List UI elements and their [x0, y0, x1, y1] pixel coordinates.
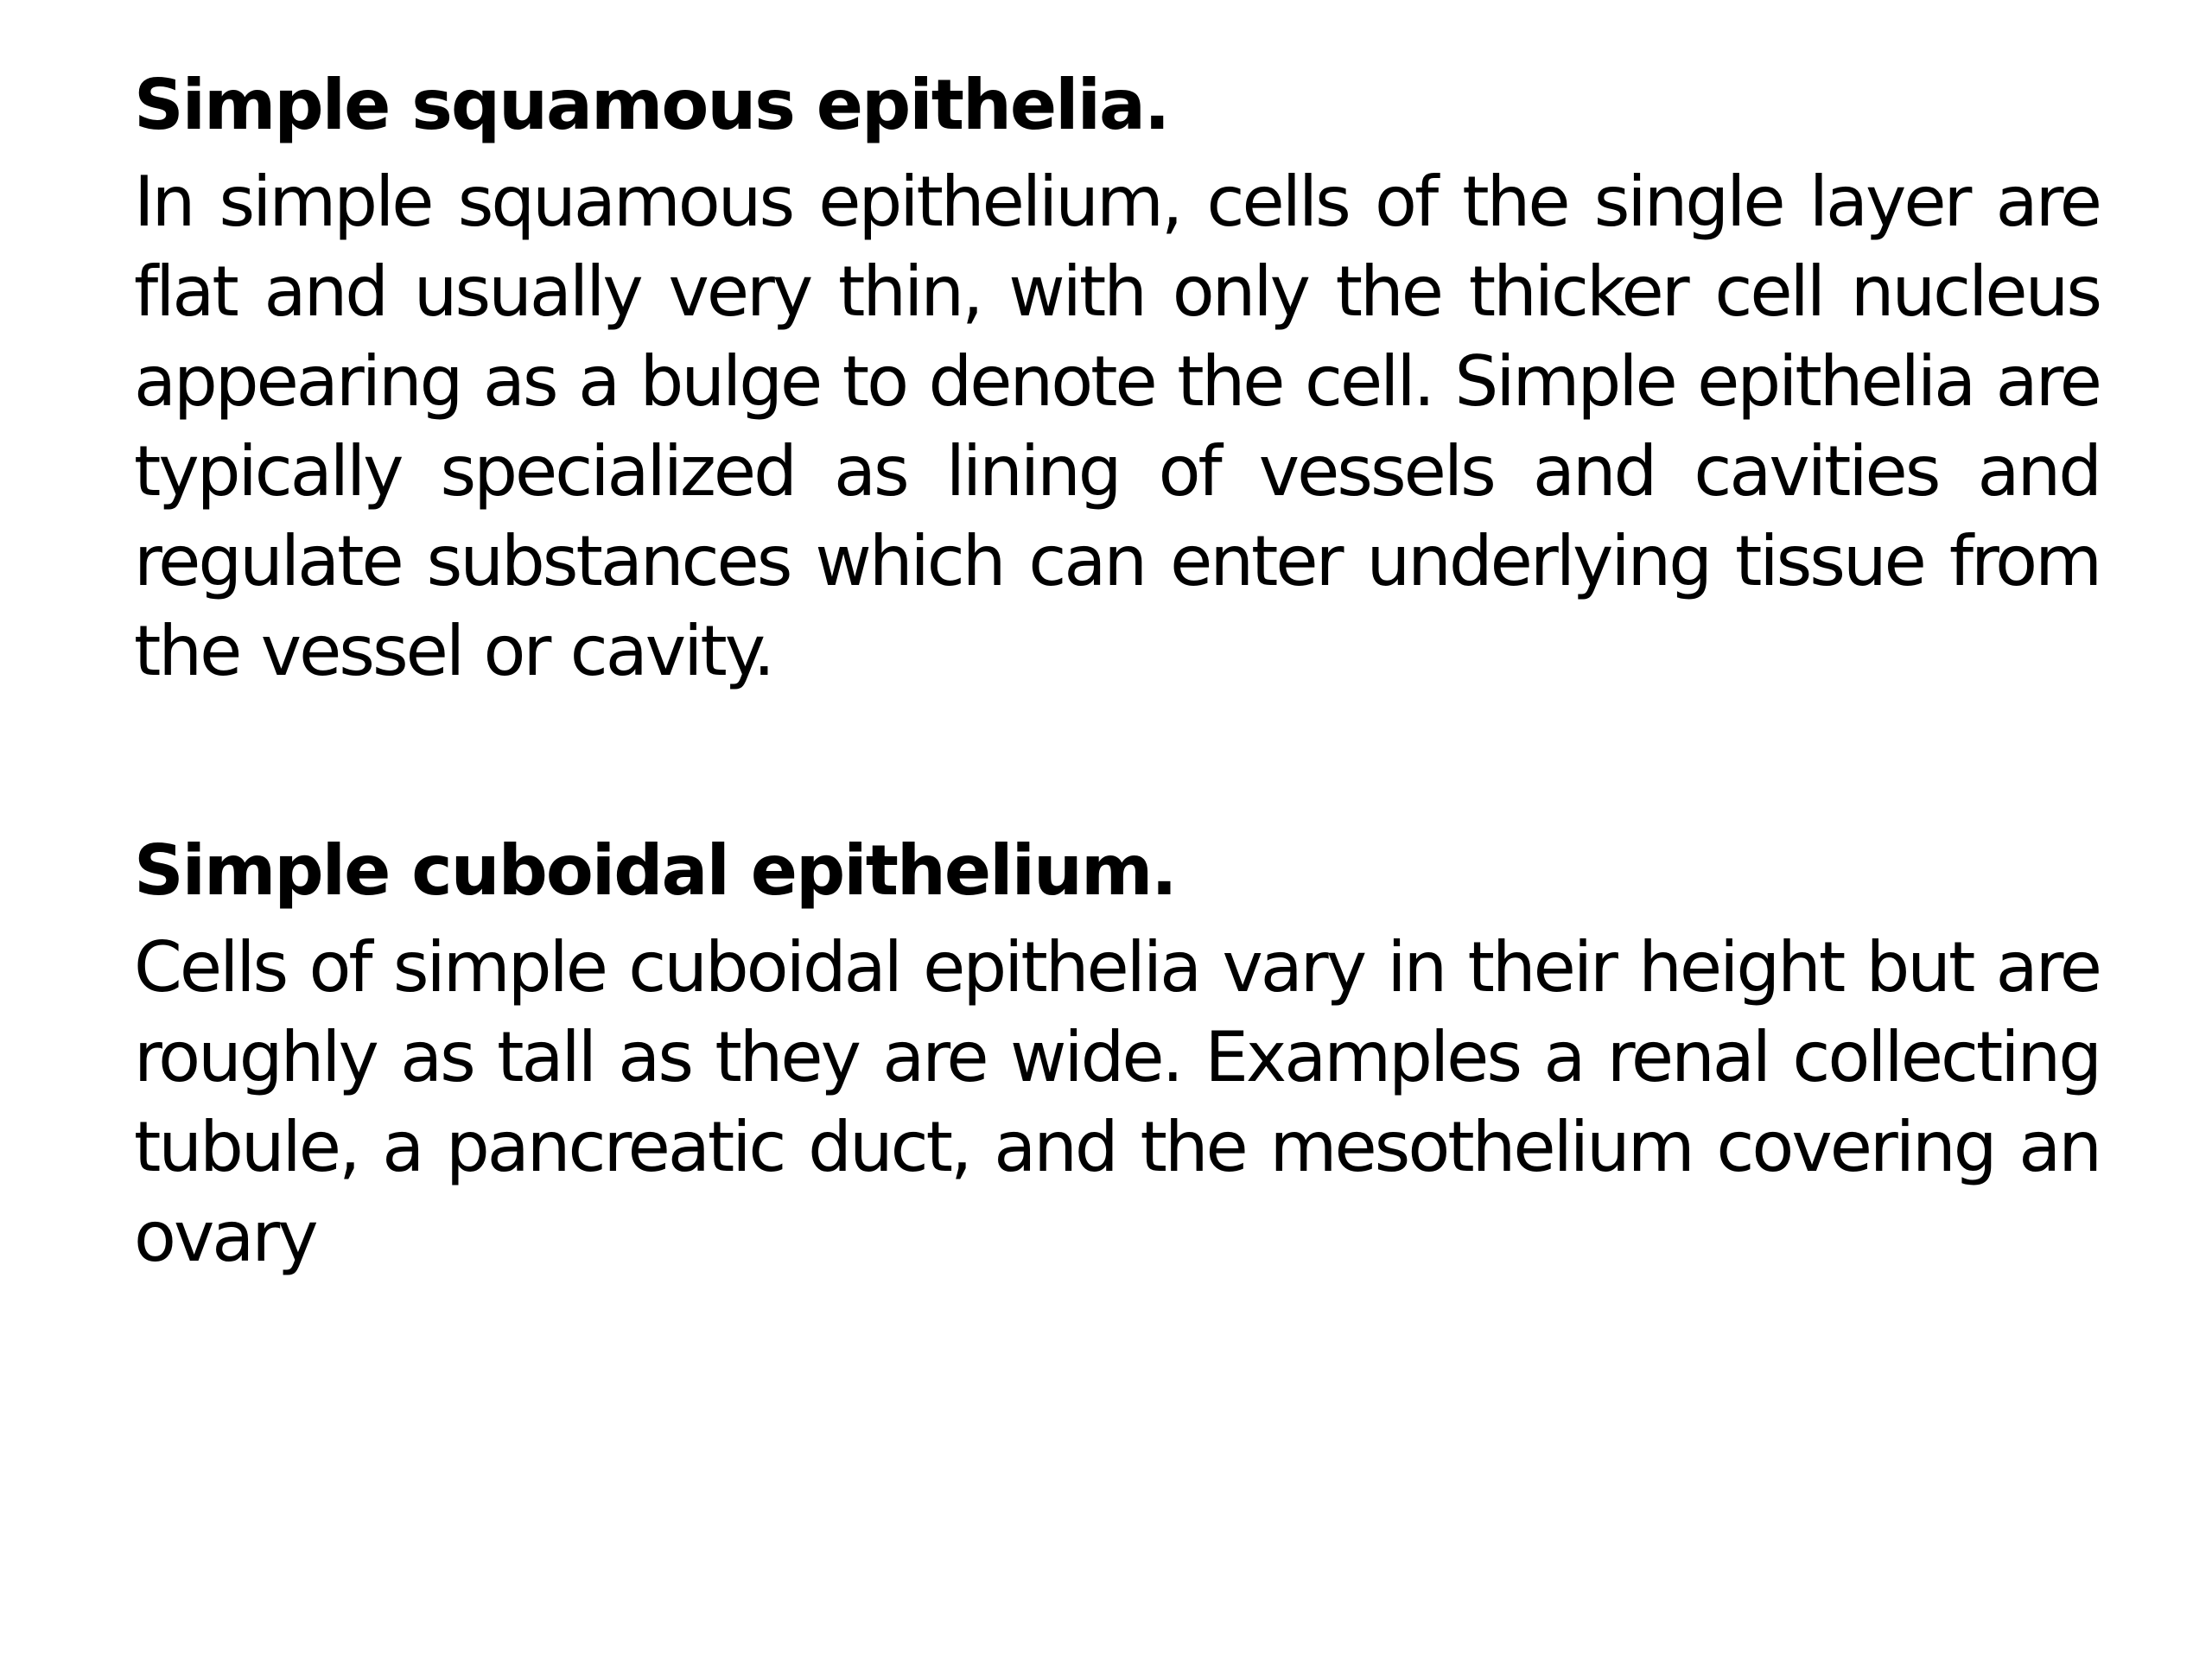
paragraph-simple-squamous: In simple squamous epithelium, cells of the single layer are flat and usually very thin, with only the thicker cell nucleus appearing as a bulge to denote the cell. Simple epithelia are typically specialized as lining of vessels and cavities and regulate substances which can enter underlying tissue from the vessel or cavity.	[134, 162, 2100, 691]
heading-simple-squamous: Simple squamous epithelia.	[134, 65, 1169, 145]
heading-simple-cuboidal: Simple cuboidal epithelium.	[134, 830, 1176, 911]
slide-content	[134, 60, 2100, 1282]
paragraph-simple-cuboidal: Cells of simple cuboidal epithelia vary in their height but are roughly as tall as they are wide. Examples a renal collecting tubule, a pancreatic duct, and the mesothelium covering an ovary	[134, 927, 2100, 1277]
section-spacer	[134, 696, 2100, 826]
